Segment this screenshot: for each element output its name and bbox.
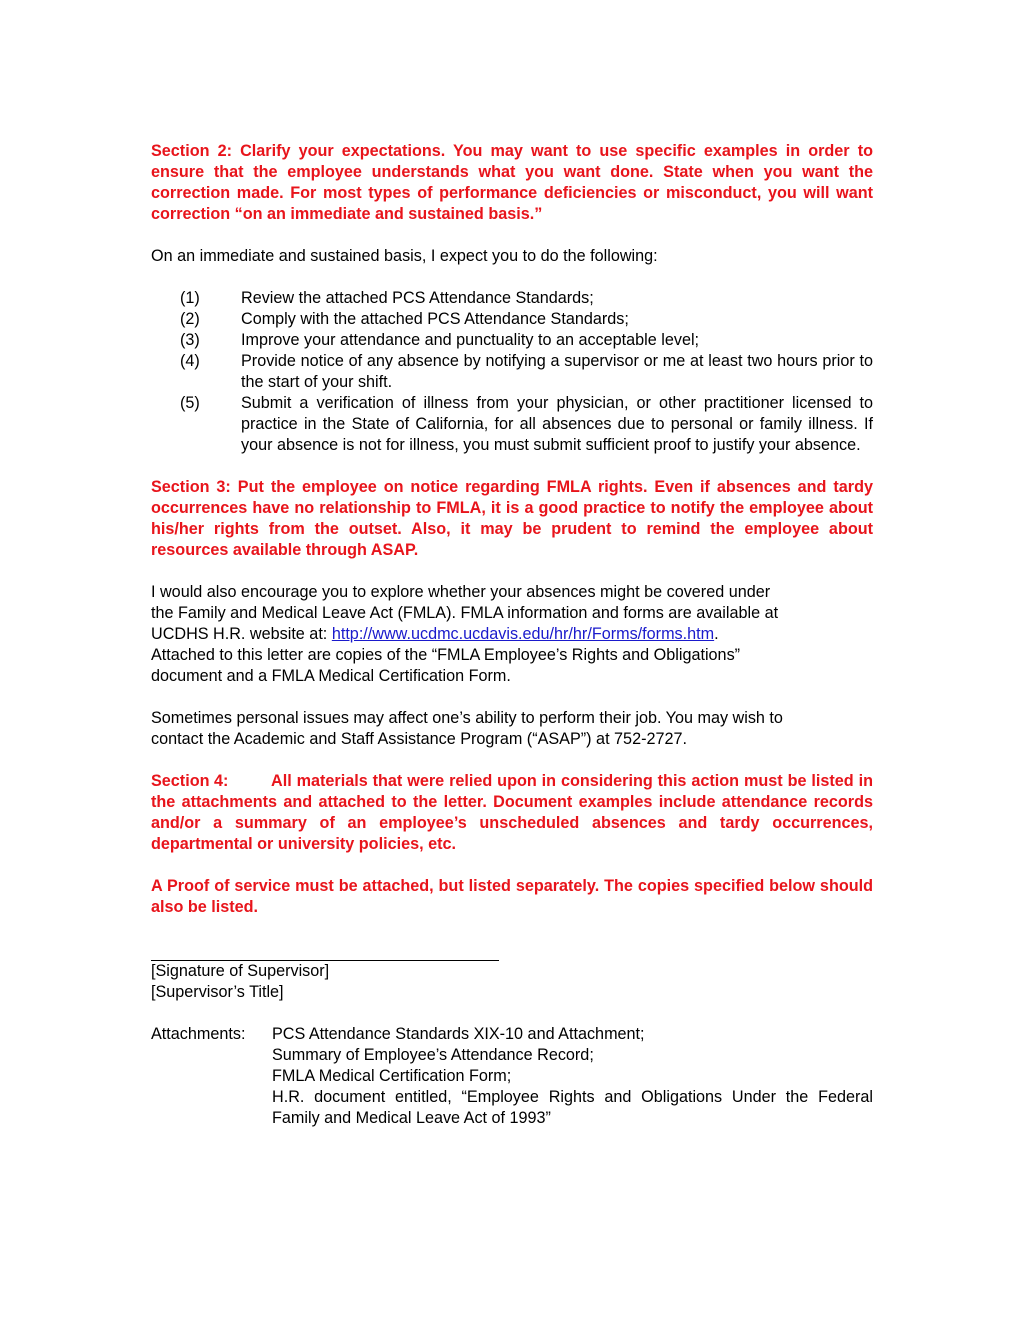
fmla-forms-link[interactable]: http://www.ucdmc.ucdavis.edu/hr/hr/Forms/forms.htm [331,625,715,643]
attachments-list [272,1024,873,1129]
supervisor-signature-label: [Signature of Supervisor] [151,962,330,980]
list-item [151,351,873,393]
list-item-text: Comply with the attached PCS Attendance Standards; [241,310,629,328]
fmla-line: the Family and Medical Leave Act (FMLA). FMLA information and forms are available at [151,604,779,622]
list-item [151,288,873,309]
list-item-number: (5) [180,394,200,412]
list-item-number: (1) [180,289,200,307]
expectations-intro: On an immediate and sustained basis, I expect you to do the following: [151,247,658,265]
attachments-section [151,1024,873,1129]
fmla-website-prefix: UCDHS H.R. website at: [151,625,332,643]
list-item-text: Submit a verification of illness from your physician, or other practitioner licensed to practice in the State of California, for all absences due to personal or family illness. If your absence is not for illness, you must submit sufficient proof to justify your absence. [241,394,873,454]
asap-line: contact the Academic and Staff Assistance Program (“ASAP”) at 752-2727. [151,730,687,748]
proof-of-service-note: A Proof of service must be attached, but listed separately. The copies specified below should also be listed. [151,877,873,916]
attachment-item: PCS Attendance Standards XIX-10 and Attachment; [272,1025,645,1043]
document-page [151,141,873,1129]
fmla-line: I would also encourage you to explore whether your absences might be covered under [151,583,771,601]
asap-line: Sometimes personal issues may affect one’s ability to perform their job. You may wish to [151,709,783,727]
attachment-item: FMLA Medical Certification Form; [272,1067,512,1085]
supervisor-title-label: [Supervisor’s Title] [151,983,284,1001]
fmla-line: document and a FMLA Medical Certification Form. [151,667,511,685]
fmla-paragraph [151,582,873,687]
fmla-line: Attached to this letter are copies of the “FMLA Employee’s Rights and Obligations” [151,646,741,664]
fmla-website-suffix: . [714,625,719,643]
list-item [151,393,873,456]
signature-line [151,941,499,961]
expectations-list [151,288,873,456]
list-item-text: Improve your attendance and punctuality to an acceptable level; [241,331,700,349]
list-item-text: Review the attached PCS Attendance Standards; [241,289,594,307]
list-item [151,309,873,330]
fmla-line [151,624,873,645]
section-3-instructions: Section 3: Put the employee on notice regarding FMLA rights. Even if absences and tardy occurrences have no relationship to FMLA, it is a good practice to notify the employee about his/her rights from the outset. Also, it may be prudent to remind the employee about resources available through ASAP. [151,478,873,559]
section-4-heading: Section 4: [151,772,229,790]
list-item [151,330,873,351]
list-item-text: Provide notice of any absence by notifying a supervisor or me at least two hours prior to the start of your shift. [241,352,873,391]
attachments-label: Attachments: [151,1025,246,1043]
asap-paragraph [151,708,873,750]
section-4-instructions [151,771,873,855]
attachment-item: Summary of Employee’s Attendance Record; [272,1046,594,1064]
attachment-item: H.R. document entitled, “Employee Rights and Obligations Under the Federal Family and Medical Leave Act of 1993” [272,1088,873,1127]
section-4-text: All materials that were relied upon in considering this action must be listed in the attachments and attached to the letter. Document examples include attendance records and/or a summary of an employee’s unscheduled absences and tardy occurrences, departmental or university policies, etc. [151,772,873,853]
list-item-number: (2) [180,310,200,328]
list-item-number: (4) [180,352,200,370]
section-2-instructions: Section 2: Clarify your expectations. You may want to use specific examples in order to ensure that the employee understands what you want done. State when you want the correction made. For most types of performance deficiencies or misconduct, you will want correction “on an immediate and sustained basis.” [151,142,873,223]
list-item-number: (3) [180,331,200,349]
